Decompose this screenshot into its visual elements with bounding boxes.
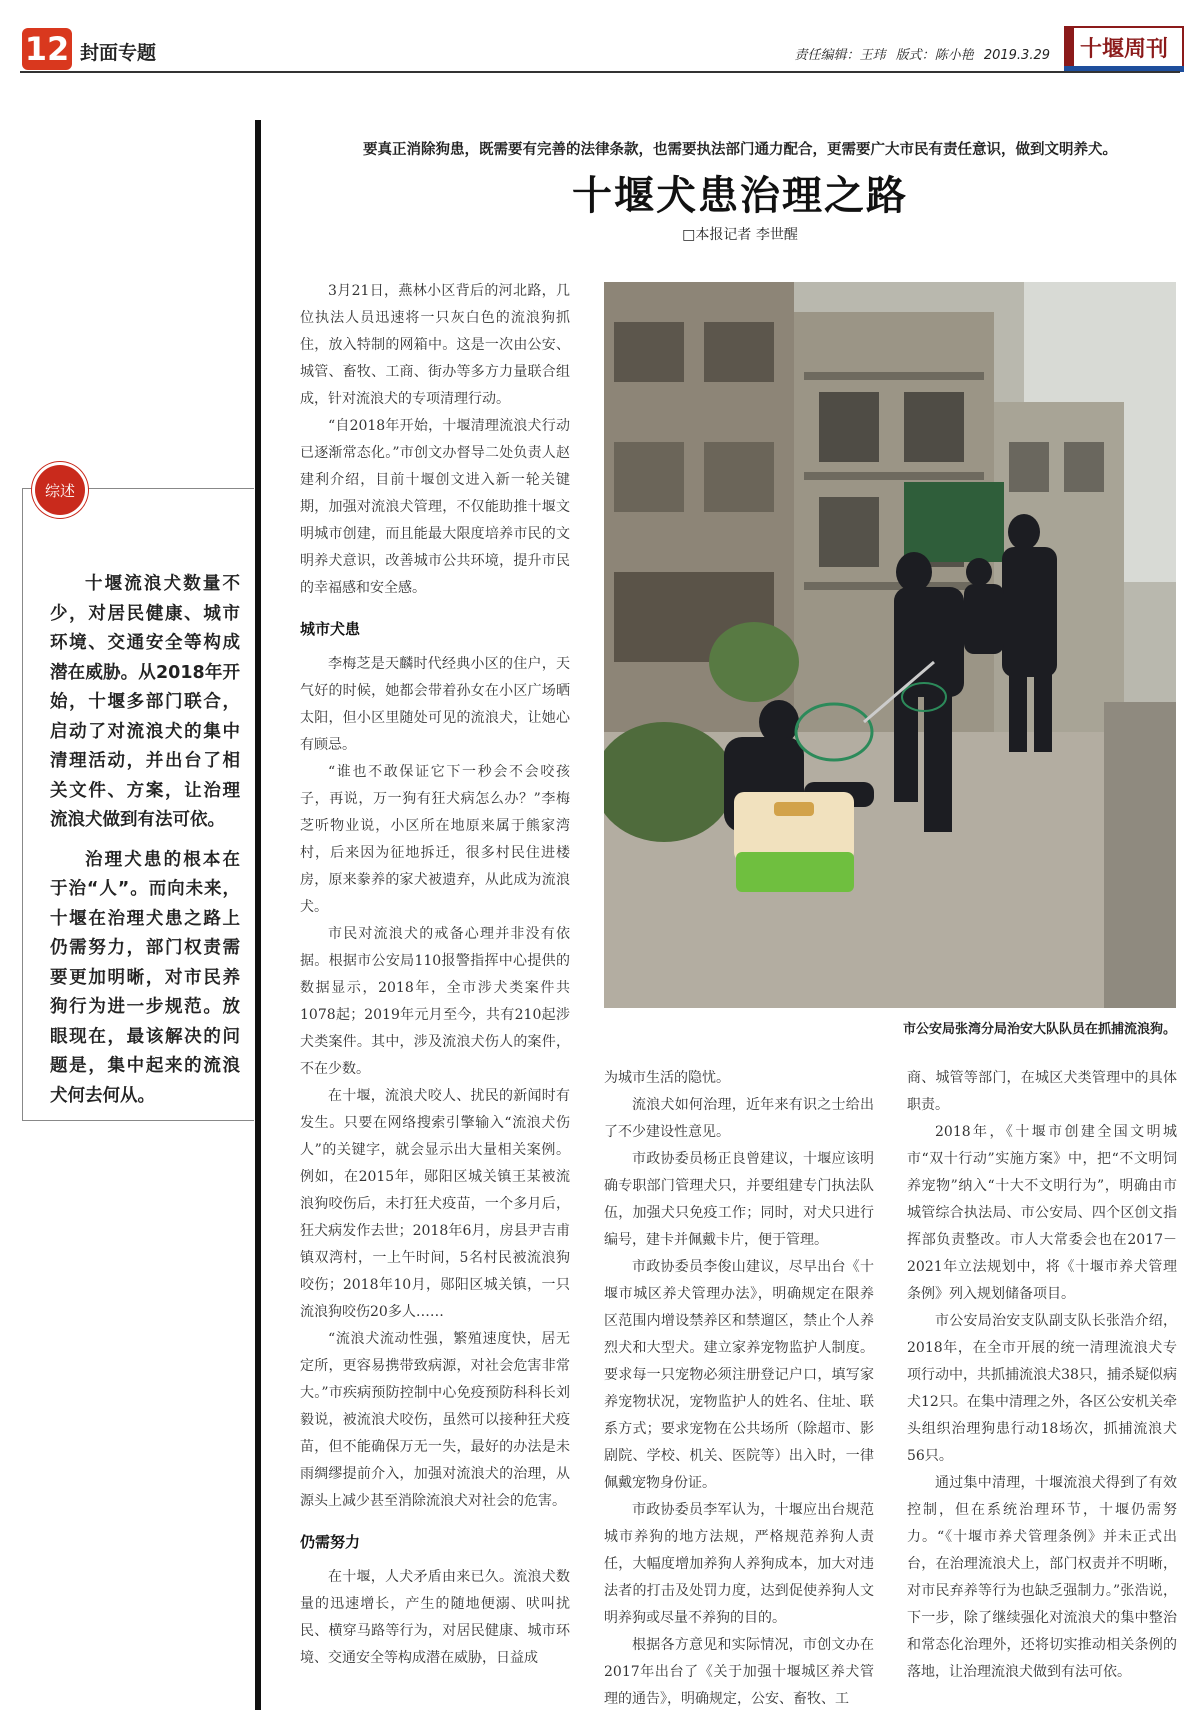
body-paragraph: 2018年，《十堰市创建全国文明城市“双十行动”实施方案》中，把“不文明饲养宠物”纳入“十大不文明行为”，明确由市城管综合执法局、市公安局、四个区创文指挥部负责整改。市人大常委会也在2017－2021年立法规划中，将《十堰市养犬管理条例》列入规划储备项目。 bbox=[907, 1124, 1177, 1302]
body-paragraph: 流浪犬如何治理，近年来有识之士给出了不少建设性意见。 bbox=[604, 1097, 874, 1140]
editor-credits bbox=[789, 44, 1050, 63]
vertical-divider bbox=[255, 120, 261, 1710]
layout-designer: 版式：陈小艳 bbox=[895, 48, 974, 63]
news-photo bbox=[604, 282, 1176, 1008]
body-column-3 bbox=[907, 1065, 1177, 1686]
article-deck: 要真正消除狗患，既需要有完善的法律条款，也需要执法部门通力配合，更需要广大市民有责任意识，做到文明养犬。 bbox=[363, 141, 1117, 158]
body-paragraph: 为城市生活的隐忧。 bbox=[604, 1070, 730, 1086]
body-paragraph: 市公安局治安支队副支队长张浩介绍，2018年，在全市开展的统一清理流浪犬专项行动中，共抓捕流浪犬38只，捕杀疑似病犬12只。在集中清理之外，各区公安机关牵头组织治理狗患行动18场次，抓捕流浪犬56只。 bbox=[907, 1313, 1177, 1464]
body-paragraph: 3月21日，燕林小区背后的河北路，几位执法人员迅速将一只灰白色的流浪狗抓住，放入特制的网箱中。这是一次由公安、城管、畜牧、工商、街办等多方力量联合组成，针对流浪犬的专项清理行动。 bbox=[300, 283, 570, 407]
body-paragraph: 市政协委员李军认为，十堰应出台规范城市养狗的地方法规，严格规范养狗人责任，大幅度增加养狗人养狗成本，加大对违法者的打击及处罚力度，达到促使养狗人文明养狗或尽量不养狗的目的。 bbox=[604, 1502, 874, 1626]
body-column-1 bbox=[300, 278, 570, 1672]
editor-name: 责任编辑：王玮 bbox=[794, 48, 886, 63]
subheading-city-dog-problem: 城市犬患 bbox=[300, 620, 361, 638]
page-header bbox=[0, 0, 1200, 80]
photo-caption: 市公安局张湾分局治安大队队员在抓捕流浪狗。 bbox=[902, 1022, 1176, 1037]
body-paragraph: “流浪犬流动性强，繁殖速度快，居无定所，更容易携带致病源，对社会危害非常大。”市疾病预防控制中心免疫预防科科长刘毅说，被流浪犬咬伤，虽然可以接种狂犬疫苗，但不能确保万无一失，最好的办法是未雨绸缪提前介入，加强对流浪犬的治理，从源头上减少甚至消除流浪犬对社会的危害。 bbox=[300, 1331, 570, 1509]
summary-box bbox=[50, 570, 240, 1121]
summary-border-left bbox=[22, 488, 23, 1120]
body-paragraph: “自2018年开始，十堰清理流浪犬行动已逐渐常态化。”市创文办督导二处负责人赵建利介绍，目前十堰创文进入新一轮关键期，加强对流浪犬管理，不仅能助推十堰文明城市创建，而且能最大限度培养市民的文明养犬意识，改善城市公共环境，提升市民的幸福感和安全感。 bbox=[300, 418, 570, 596]
photo-illustration bbox=[604, 282, 1176, 1008]
masthead-logo: 十堰周刊 bbox=[1064, 26, 1184, 68]
body-paragraph: 市政协委员李俊山建议，尽早出台《十堰市城区养犬管理办法》，明确规定在限养区范围内增设禁养区和禁遛区，禁止个人养烈犬和大型犬。建立家养宠物监护人制度。要求每一只宠物必须注册登记户口，填写家养宠物状况，宠物监护人的姓名、住址、联系方式；要求宠物在公共场所（除超市、影剧院、学校、机关、医院等）出入时，一律佩戴宠物身份证。 bbox=[604, 1259, 874, 1491]
body-paragraph: 在十堰，流浪犬咬人、扰民的新闻时有发生。只要在网络搜索引擎输入“流浪犬伤人”的关键字，就会显示出大量相关案例。例如，在2015年，郧阳区城关镇王某被流浪狗咬伤后，未打狂犬疫苗，一个多月后，狂犬病发作去世；2018年6月，房县尹吉甫镇双湾村，一上午时间，5名村民被流浪狗咬伤；2018年10月，郧阳区城关镇，一只流浪狗咬伤20多人…… bbox=[300, 1088, 570, 1320]
body-paragraph: 市民对流浪犬的戒备心理并非没有依据。根据市公安局110报警指挥中心提供的数据显示，2018年，全市涉犬类案件共1078起；2019年元月至今，共有210起涉犬类案件。其中，涉及流浪犬伤人的案件，不在少数。 bbox=[300, 926, 570, 1077]
body-column-2 bbox=[604, 1065, 874, 1713]
article-byline: □本报记者 李世醒 bbox=[682, 227, 798, 243]
body-paragraph: 商、城管等部门，在城区犬类管理中的具体职责。 bbox=[907, 1070, 1177, 1113]
issue-date: 2019.3.29 bbox=[983, 48, 1050, 63]
header-divider bbox=[20, 71, 1180, 73]
subheading-still-need-effort: 仍需努力 bbox=[300, 1533, 361, 1551]
body-paragraph: 根据各方意见和实际情况，市创文办在2017年出台了《关于加强十堰城区养犬管理的通告》，明确规定，公安、畜牧、工 bbox=[604, 1637, 874, 1707]
summary-paragraph: 治理犬患的根本在于治“人”。而向未来，十堰在治理犬患之路上仍需努力，部门权责需要更加明晰，对市民养狗行为进一步规范。放眼现在，最该解决的问题是，集中起来的流浪犬何去何从。 bbox=[50, 849, 240, 1106]
body-paragraph: 通过集中清理，十堰流浪犬得到了有效控制，但在系统治理环节，十堰仍需努力。“《十堰市养犬管理条例》并未正式出台，在治理流浪犬上，部门权责并不明晰，对市民弃养等行为也缺乏强制力。”张浩说，下一步，除了继续强化对流浪犬的集中整治和常态化治理外，还将切实推动相关条例的落地，让治理流浪犬做到有法可依。 bbox=[907, 1475, 1177, 1680]
article-headline: 十堰犬患治理之路 bbox=[572, 172, 908, 219]
body-paragraph: 李梅芝是天麟时代经典小区的住户，天气好的时候，她都会带着孙女在小区广场晒太阳，但小区里随处可见的流浪犬，让她心有顾忌。 bbox=[300, 656, 570, 753]
body-paragraph: “谁也不敢保证它下一秒会不会咬孩子，再说，万一狗有狂犬病怎么办？”李梅芝听物业说，小区所在地原来属于熊家湾村，后来因为征地拆迁，很多村民住进楼房，原来豢养的家犬被遗弃，从此成为流浪犬。 bbox=[300, 764, 570, 915]
body-paragraph: 市政协委员杨正良曾建议，十堰应该明确专职部门管理犬只，并要组建专门执法队伍，加强犬只免疫工作；同时，对犬只进行编号，建卡并佩戴卡片，便于管理。 bbox=[604, 1151, 874, 1248]
section-title: 封面专题 bbox=[80, 42, 157, 64]
body-paragraph: 在十堰，人犬矛盾由来已久。流浪犬数量的迅速增长，产生的随地便溺、吠叫扰民、横穿马路等行为，对居民健康、城市环境、交通安全等构成潜在威胁，日益成 bbox=[300, 1569, 570, 1666]
summary-paragraph: 十堰流浪犬数量不少，对居民健康、城市环境、交通安全等构成潜在威胁。从2018年开始，十堰多部门联合，启动了对流浪犬的集中清理活动，并出台了相关文件、方案，让治理流浪犬做到有法可依。 bbox=[50, 574, 240, 830]
summary-badge: 综述 bbox=[35, 465, 85, 515]
page-number: 12 bbox=[22, 28, 72, 70]
